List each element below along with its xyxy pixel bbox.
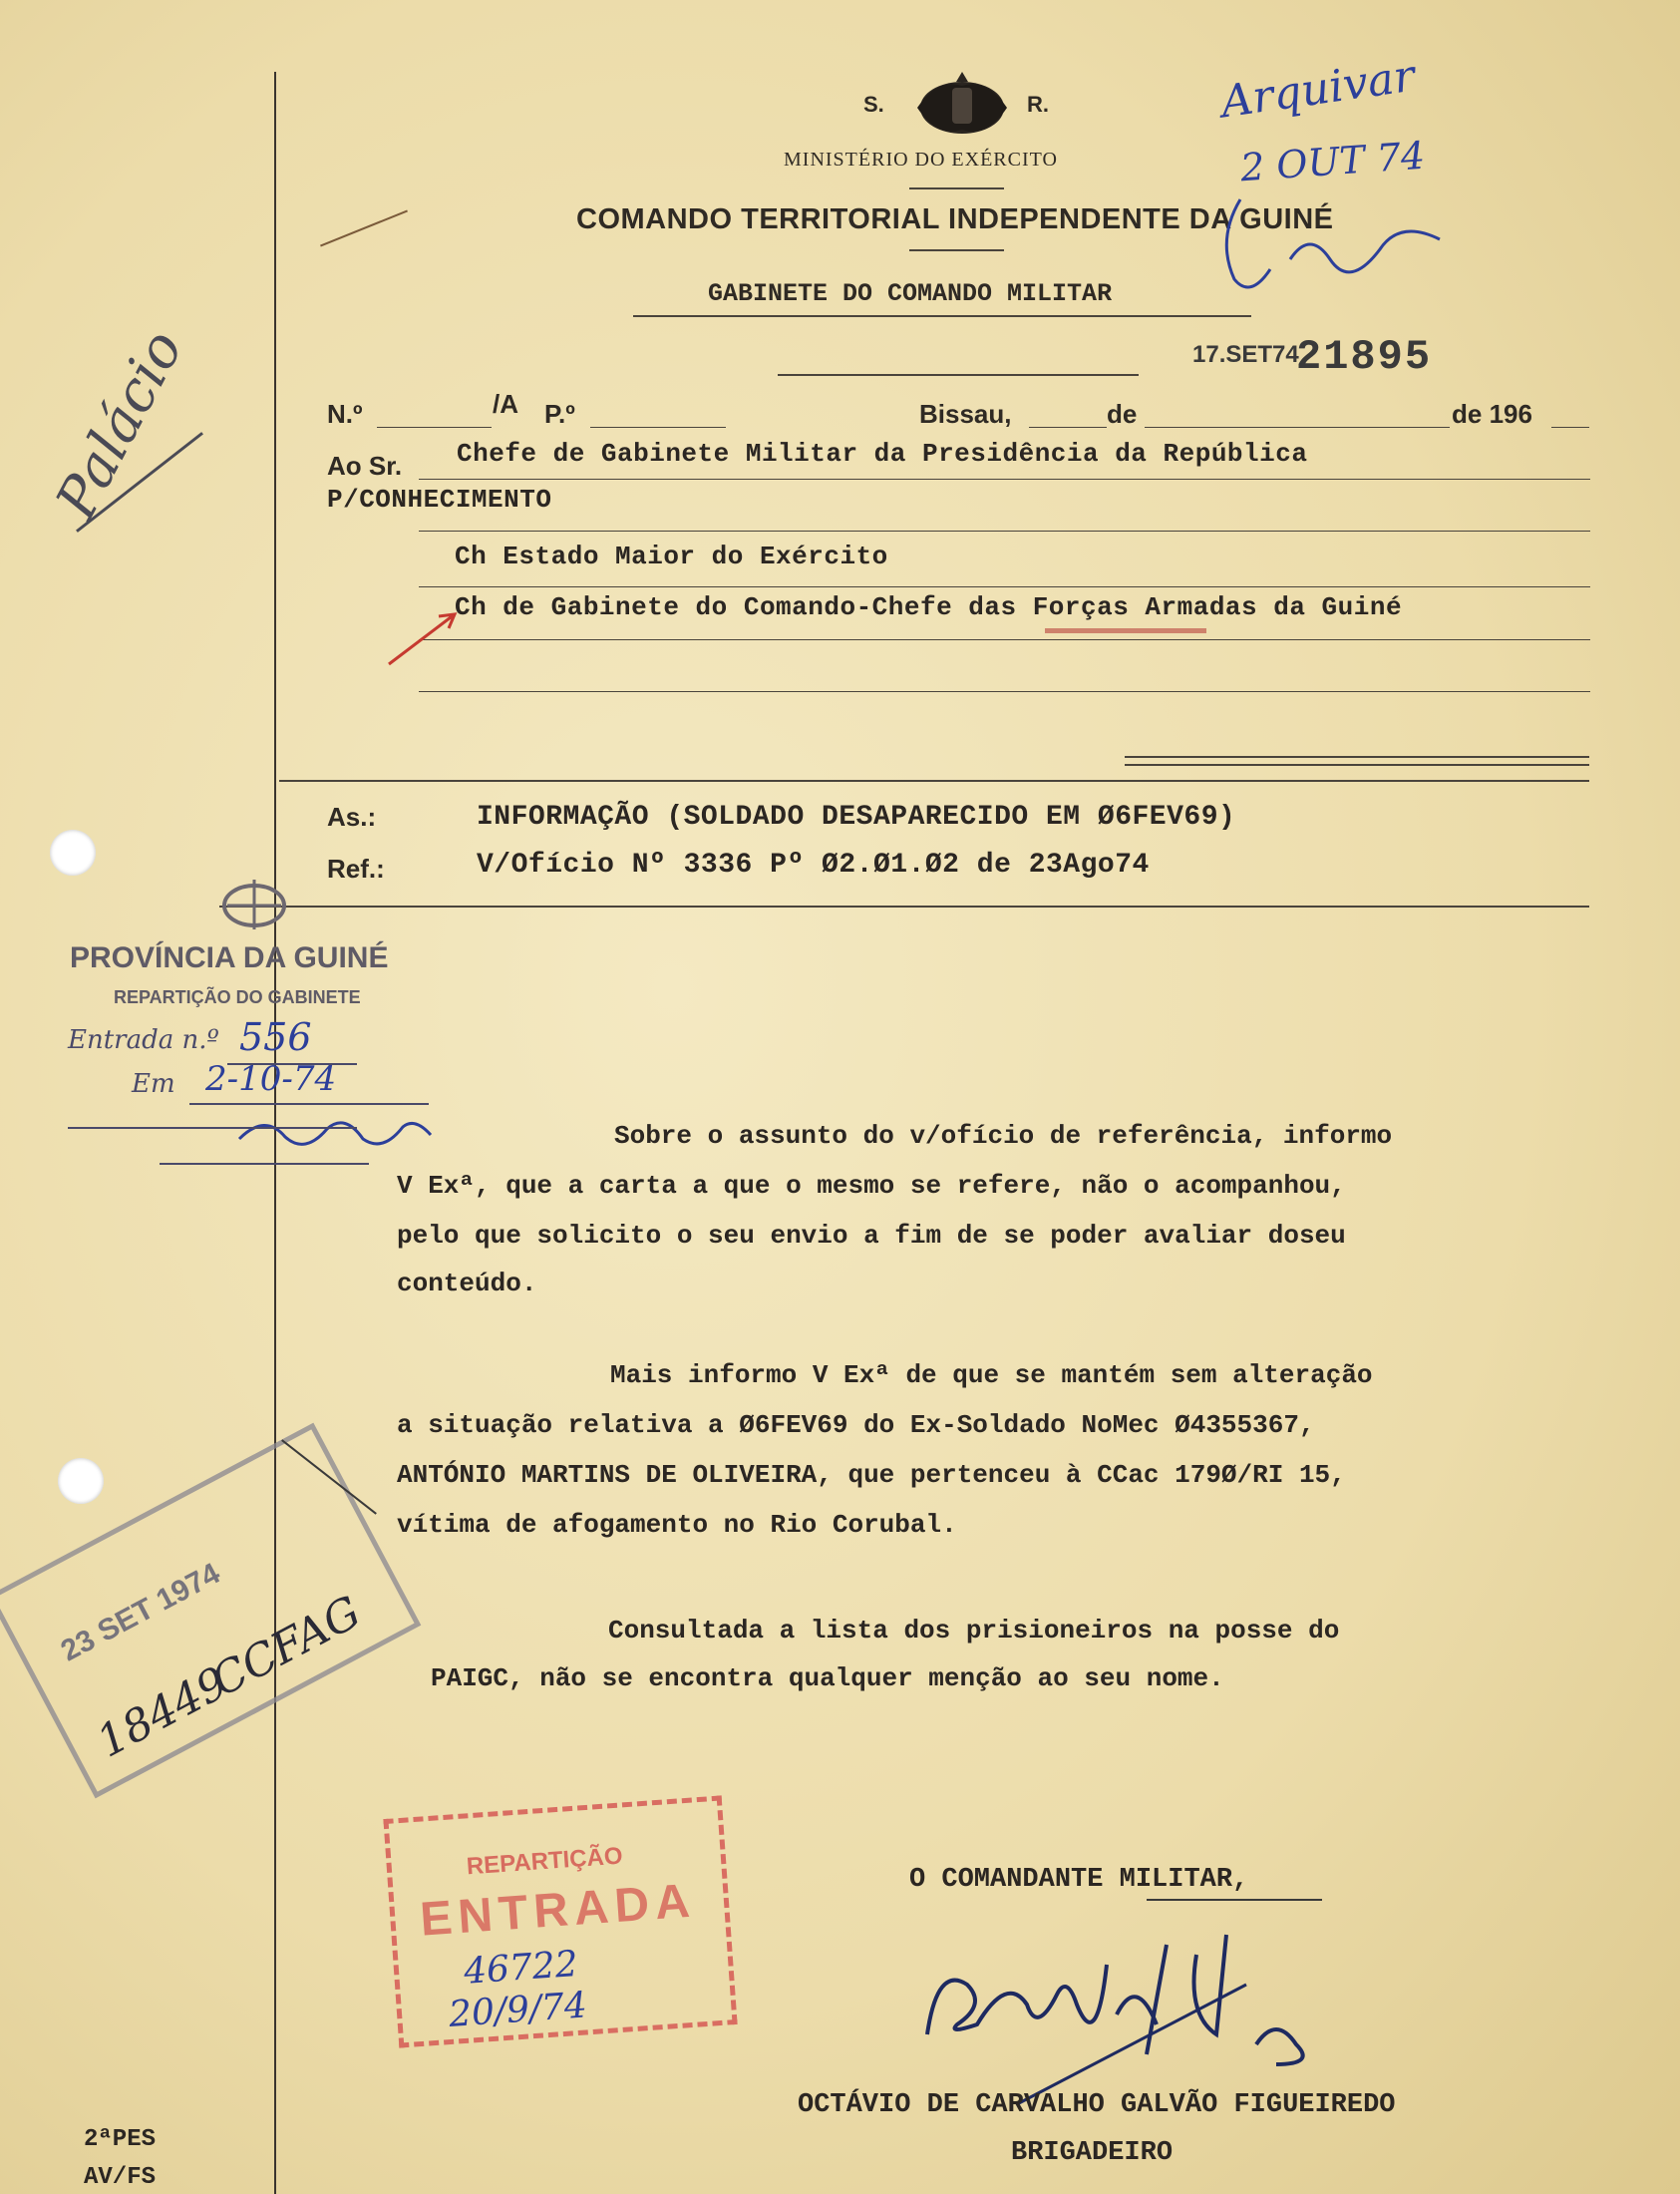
ministry-title: MINISTÉRIO DO EXÉRCITO: [784, 149, 1058, 171]
header-divider: [909, 249, 1004, 251]
number-label: N.º: [327, 399, 363, 429]
command-title: COMANDO TERRITORIAL INDEPENDENTE DA GUINÉ: [576, 203, 1334, 235]
double-rule: [1125, 764, 1589, 766]
province-stamp-dept: REPARTIÇÃO DO GABINETE: [114, 987, 361, 1007]
cc-recipient-2: Ch de Gabinete do Comando-Chefe das Forças Armadas da Guiné: [455, 592, 1403, 622]
entrada-number: 556: [239, 1015, 312, 1059]
subject-label: As.:: [327, 802, 377, 832]
red-stamp-date: 20/9/74: [447, 1985, 589, 2035]
em-label: Em: [132, 1069, 175, 1099]
coat-of-arms-emblem: [907, 68, 1017, 148]
number-line: [377, 427, 492, 428]
pencil-mark: [320, 209, 408, 246]
gray-stamp-label: CCFAG: [203, 1586, 370, 1707]
body-p1-line2: V Exª, que a carta a que o mesmo se refere, não o acompanhou,: [397, 1171, 1346, 1201]
em-date: 2-10-74: [205, 1059, 337, 1099]
addressee-value: Chefe de Gabinete Militar da Presidência da República: [457, 439, 1308, 469]
section-rule: [279, 780, 1589, 782]
cc-line: [419, 531, 1590, 532]
process-label: P.º: [544, 399, 575, 429]
cabinet-underline: [633, 315, 1251, 317]
registration-date: 17.SET74: [1192, 341, 1299, 368]
cc-label: P/CONHECIMENTO: [327, 485, 552, 515]
blank-line: [778, 374, 1139, 376]
stamp-line: [160, 1163, 369, 1165]
reference-value: V/Ofício Nº 3336 Pº Ø2.Ø1.Ø2 de 23Ago74: [477, 850, 1150, 881]
body-p2-line3: ANTÓNIO MARTINS DE OLIVEIRA, que pertenceu à CCac 179Ø/RI 15,: [397, 1460, 1346, 1490]
cc-line: [419, 639, 1590, 640]
registration-number: 21895: [1296, 333, 1433, 381]
cabinet-title: GABINETE DO COMANDO MILITAR: [708, 279, 1113, 308]
signature-title-line: [1147, 1899, 1322, 1901]
signatory-rank: BRIGADEIRO: [1011, 2138, 1174, 2168]
section-rule: [219, 906, 1589, 908]
initials-annotation: [1210, 180, 1450, 319]
gray-stamp-date: 23 SET 1974: [55, 1557, 225, 1668]
body-p1-line1: Sobre o assunto do v/ofício de referência, informo: [614, 1121, 1393, 1151]
body-p3-line1: Consultada a lista dos prisioneiros na posse do: [608, 1616, 1340, 1646]
cc-line: [419, 691, 1590, 692]
body-p1-line4: conteúdo.: [397, 1269, 537, 1298]
arquivar-date: 2 OUT 74: [1238, 133, 1427, 190]
signatory-name: OCTÁVIO DE CARVALHO GALVÃO FIGUEIREDO: [798, 2090, 1396, 2120]
red-arrow-mark: [385, 606, 465, 668]
red-entry-stamp: [383, 1795, 737, 2047]
province-stamp-title: PROVÍNCIA DA GUINÉ: [70, 941, 389, 974]
bissau-label: Bissau,: [919, 399, 1012, 429]
month-label: de: [1107, 399, 1138, 429]
year-label: de 196: [1452, 399, 1532, 429]
stamp-line: [68, 1127, 357, 1129]
red-underline-mark: [1045, 628, 1206, 633]
day-line: [1029, 427, 1107, 428]
em-line: [189, 1103, 429, 1105]
body-p2-line2: a situação relativa a Ø6FEV69 do Ex-Soldado NoMec Ø4355367,: [397, 1410, 1315, 1440]
red-stamp-dept: REPARTIÇÃO: [465, 1842, 624, 1881]
red-stamp-title: ENTRADA: [418, 1874, 698, 1947]
subject-value: INFORMAÇÃO (SOLDADO DESAPARECIDO EM Ø6FEV69): [477, 802, 1236, 833]
punch-hole: [58, 1458, 104, 1504]
header-r: R.: [1027, 92, 1049, 117]
number-suffix: /A: [493, 389, 518, 419]
signature-title: O COMANDANTE MILITAR,: [909, 1865, 1249, 1895]
header-divider: [909, 187, 1004, 189]
punch-hole: [50, 830, 96, 876]
body-p1-line3: pelo que solicito o seu envio a fim de se poder avaliar doseu: [397, 1221, 1346, 1251]
month-line: [1145, 427, 1450, 428]
footer-line1: 2ªPES: [84, 2126, 157, 2153]
header-s: S.: [863, 92, 884, 117]
year-line: [1551, 427, 1589, 428]
cc-recipient-1: Ch Estado Maior do Exército: [455, 542, 888, 571]
gray-stamp-number: 18449: [89, 1656, 236, 1768]
body-p2-line4: vítima de afogamento no Rio Corubal.: [397, 1510, 957, 1540]
addressee-line: [419, 479, 1590, 480]
initials-scribble: [235, 1109, 435, 1159]
arquivar-note: Arquivar: [1217, 50, 1419, 129]
body-p3-line2: PAIGC, não se encontra qualquer menção ao seu nome.: [431, 1663, 1224, 1693]
red-stamp-number: 46722: [462, 1943, 579, 1993]
reference-label: Ref.:: [327, 854, 385, 884]
palacio-note: Palácio: [44, 319, 196, 530]
entrada-label: Entrada n.º: [68, 1025, 219, 1055]
addressee-label: Ao Sr.: [327, 451, 403, 481]
double-rule: [1125, 756, 1589, 758]
cc-line: [419, 586, 1590, 587]
process-line: [590, 427, 726, 428]
stamp-emblem: [215, 874, 293, 933]
footer-line2: AV/FS: [84, 2164, 157, 2191]
body-p2-line1: Mais informo V Exª de que se mantém sem alteração: [610, 1360, 1373, 1390]
